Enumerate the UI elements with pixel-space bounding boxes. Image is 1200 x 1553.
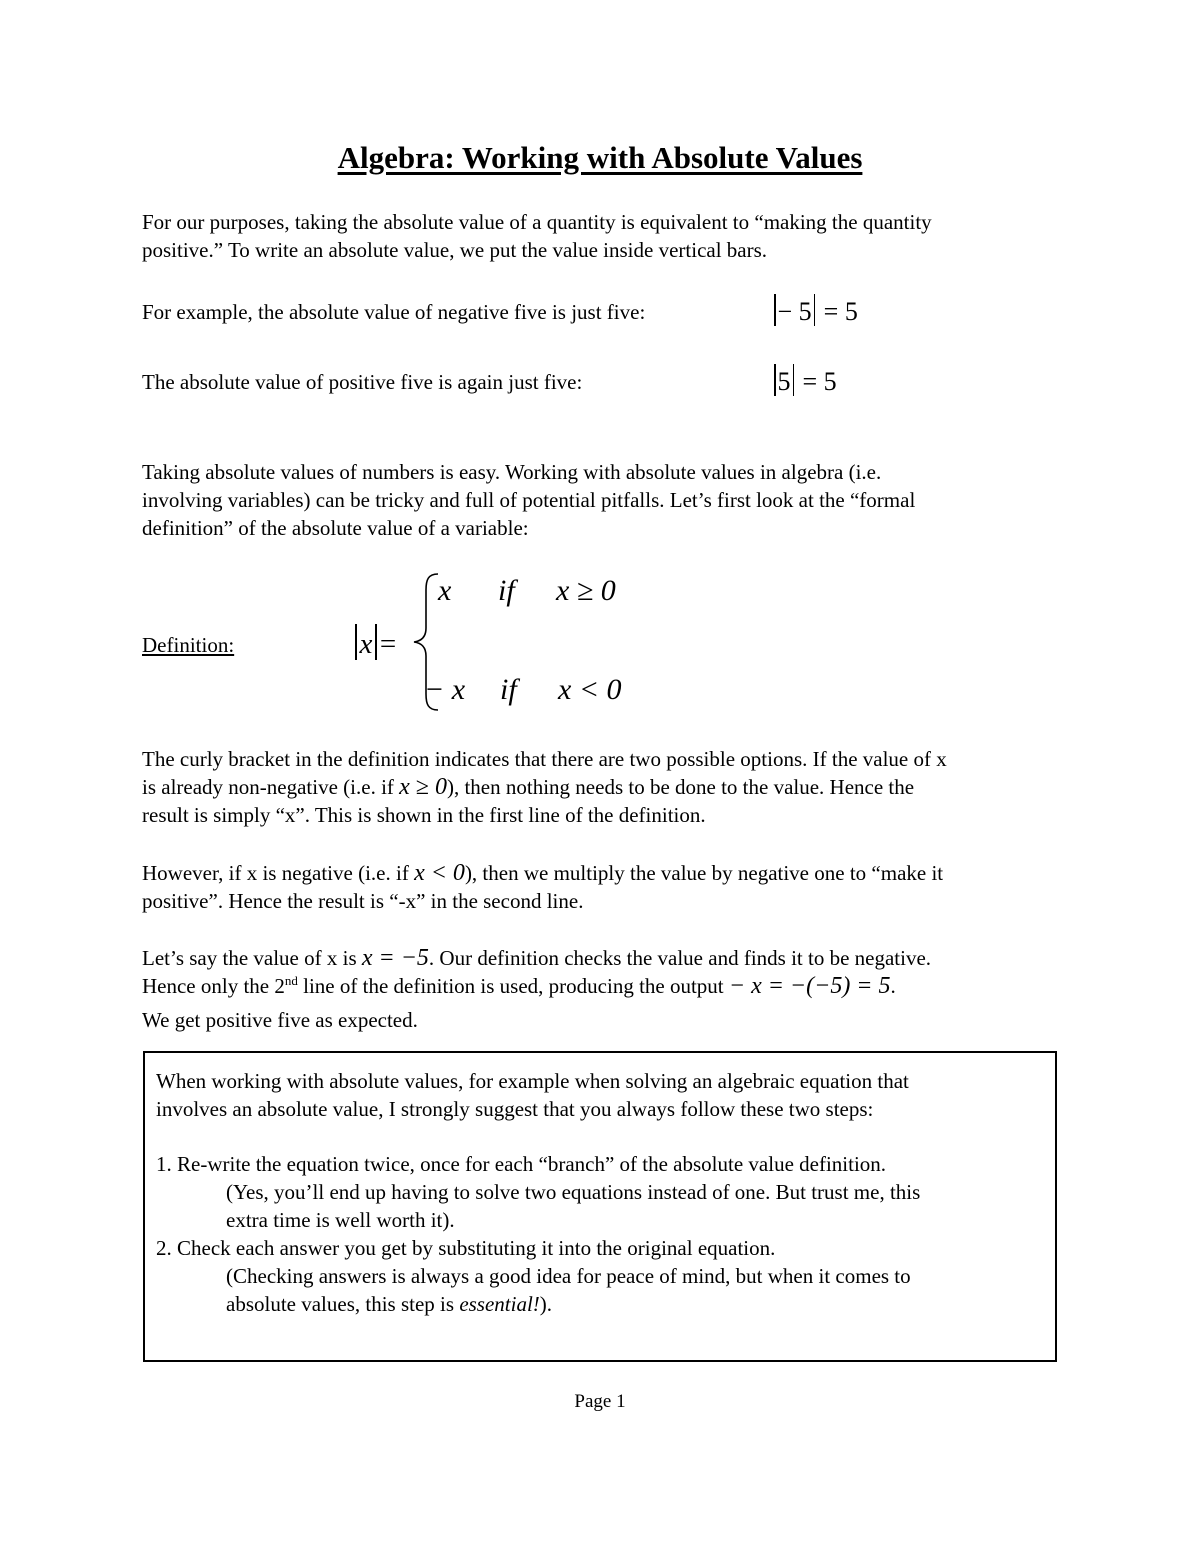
paragraph-5-line-2-middle: line of the definition is used, producing the output xyxy=(297,974,729,998)
case-1-expr: x xyxy=(438,574,452,607)
example-2-text: The absolute value of positive five is again just five: xyxy=(142,370,583,394)
example-2-math xyxy=(772,364,837,397)
example-2-rhs: = 5 xyxy=(802,367,837,396)
paragraph-3-line-3: result is simply “x”. This is shown in the first line of the definition. xyxy=(142,803,706,827)
example-2-inner: 5 xyxy=(777,367,791,396)
abs-bar-left xyxy=(774,294,776,326)
case-2-condition: x < 0 xyxy=(558,673,622,706)
case-1-if: if xyxy=(498,574,515,607)
definition-case-2 xyxy=(424,673,622,707)
paragraph-5-line-2-start: Hence only the 2 xyxy=(142,974,285,998)
ordinal-suffix: nd xyxy=(284,973,298,988)
page-number: Page 1 xyxy=(574,1391,626,1412)
example-1-rhs: = 5 xyxy=(823,297,858,326)
paragraph-2-line-3: definition” of the absolute value of a variable: xyxy=(142,516,529,540)
intro-line-1: For our purposes, taking the absolute value of a quantity is equivalent to “making the quantity xyxy=(142,210,932,234)
abs-bar-left xyxy=(774,364,776,396)
paragraph-2 xyxy=(142,458,915,542)
paragraph-5-line-2-end: . xyxy=(890,974,896,998)
case-2-if: if xyxy=(500,673,517,706)
abs-bar-right xyxy=(375,624,377,660)
definition-label: Definition: xyxy=(142,633,235,657)
advice-step-1-note-2: extra time is well worth it). xyxy=(226,1208,455,1232)
paragraph-5-line-2 xyxy=(142,972,931,1000)
case-2-expr: − x xyxy=(424,673,466,706)
definition-case-1 xyxy=(438,574,616,608)
advice-box-content xyxy=(156,1067,920,1318)
inline-math-nonneg: x ≥ 0 xyxy=(399,774,447,800)
advice-line-2: involves an absolute value, I strongly suggest that you always follow these two steps: xyxy=(156,1097,874,1121)
emphasis-essential: essential! xyxy=(459,1292,540,1316)
paragraph-4-line-1 xyxy=(142,859,943,887)
example-1-text: For example, the absolute value of negative five is just five: xyxy=(142,300,646,324)
paragraph-3-line-2-start: is already non-negative (i.e. if xyxy=(142,775,400,799)
definition-lhs-equals: = xyxy=(379,628,397,660)
paragraph-5-line-1 xyxy=(142,944,931,972)
paragraph-5-line-3: We get positive five as expected. xyxy=(142,1008,418,1032)
inline-math-output: − x = −(−5) = 5 xyxy=(728,973,891,999)
abs-bar-right xyxy=(814,294,816,326)
paragraph-3-line-1: The curly bracket in the definition indicates that there are two possible options. If the value of x xyxy=(142,747,947,771)
definition-lhs xyxy=(352,624,396,661)
definition-lhs-variable: x xyxy=(359,628,373,660)
paragraph-3-line-2-end: ), then nothing needs to be done to the value. Hence the xyxy=(446,775,915,799)
abs-bar-right xyxy=(793,364,795,396)
advice-step-1-note-1: (Yes, you’ll end up having to solve two equations instead of one. But trust me, this xyxy=(226,1180,921,1204)
abs-bar-left xyxy=(355,624,357,660)
advice-step-2: 2. Check each answer you get by substituting it into the original equation. xyxy=(156,1236,776,1260)
inline-math-x-value: x = −5 xyxy=(361,945,429,971)
advice-step-2-note-2 xyxy=(156,1290,920,1318)
paragraph-4-line-2: positive”. Hence the result is “-x” in the second line. xyxy=(142,889,584,913)
paragraph-4-line-1-end: ), then we multiply the value by negative one to “make it xyxy=(464,861,944,885)
inline-math-negative: x < 0 xyxy=(414,860,465,886)
advice-line-1: When working with absolute values, for example when solving an algebraic equation that xyxy=(156,1069,909,1093)
advice-step-2-note-2-end: ). xyxy=(539,1292,553,1316)
example-1-math xyxy=(772,294,858,327)
paragraph-5-line-1-start: Let’s say the value of x is xyxy=(142,946,362,970)
paragraph-3-line-2 xyxy=(142,773,947,801)
case-1-condition: x ≥ 0 xyxy=(556,574,616,607)
advice-step-1: 1. Re-write the equation twice, once for each “branch” of the absolute value definition. xyxy=(156,1152,887,1176)
paragraph-5-line-1-end: . Our definition checks the value and finds it to be negative. xyxy=(428,946,932,970)
paragraph-4 xyxy=(142,859,943,915)
paragraph-4-line-1-start: However, if x is negative (i.e. if xyxy=(142,861,415,885)
advice-step-2-note-1: (Checking answers is always a good idea for peace of mind, but when it comes to xyxy=(226,1264,911,1288)
advice-step-2-note-2-start: absolute values, this step is xyxy=(226,1292,460,1316)
intro-line-2: positive.” To write an absolute value, we put the value inside vertical bars. xyxy=(142,238,768,262)
example-1-inner: − 5 xyxy=(777,297,812,326)
paragraph-3 xyxy=(142,745,947,829)
intro-paragraph xyxy=(142,208,932,264)
page-title: Algebra: Working with Absolute Values xyxy=(337,140,863,175)
paragraph-2-line-2: involving variables) can be tricky and full of potential pitfalls. Let’s first look at the “formal xyxy=(142,488,916,512)
paragraph-5 xyxy=(142,944,931,1034)
paragraph-2-line-1: Taking absolute values of numbers is easy. Working with absolute values in algebra (i.e. xyxy=(142,460,882,484)
